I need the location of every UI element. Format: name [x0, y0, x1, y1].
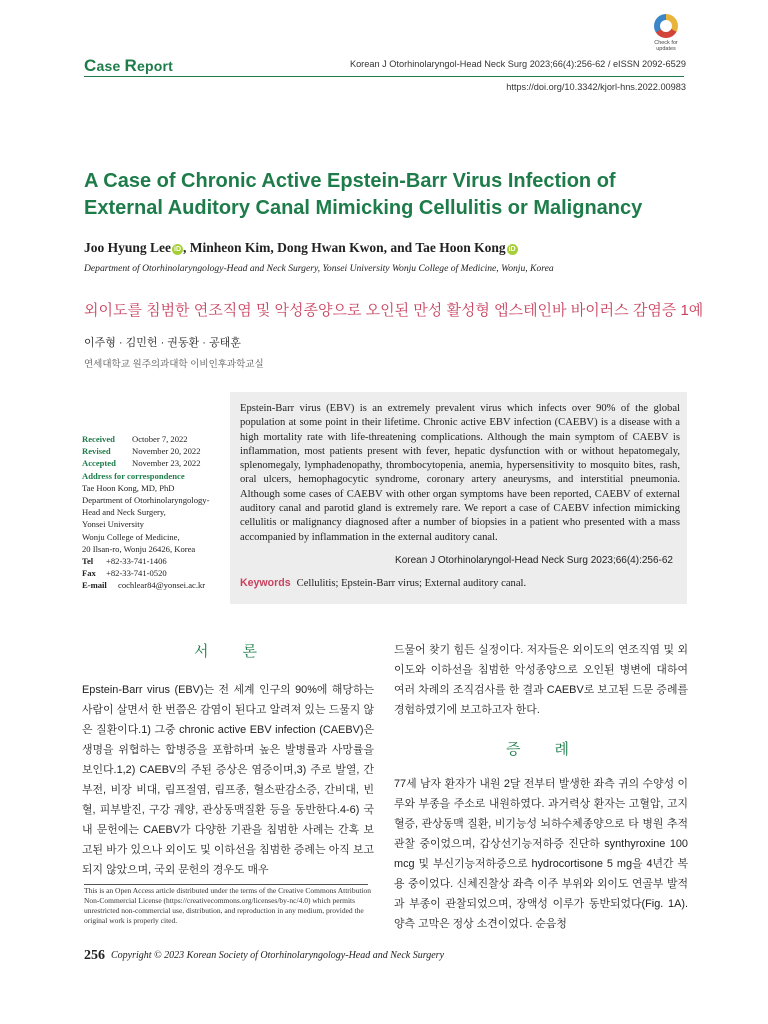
date-label: Received — [82, 434, 115, 444]
case-paragraph: 77세 남자 환자가 내원 2달 전부터 발생한 좌측 귀의 수양성 이루와 부종을 주소로 내원하였다. 과거력상 환자는 고혈압, 고지혈증, 관상동맥 질환, 비기능성 뇌하수체종양으로 타 병원 추적 관찰 중이었으며, 갑상선기능저하증 진단하 synthyroxine 100 mcg 및 부신기능저하증으로 hydrocortisone 5 mg을 4년간 복용 중이었다. 신체진찰상 좌측 이주 부위와 외이도 연골부 발적과 부종이 관찰되었으며, 장액성 이루가 동반되었다(Fig. 1A). 양측 고막은 정상 소견이었다. 순음청 — [394, 778, 688, 930]
page-footer — [84, 948, 444, 964]
date-accepted — [82, 457, 232, 469]
correspondence-line: Tae Hoon Kong, MD, PhD — [82, 482, 175, 493]
intro-paragraph: Epstein-Barr virus (EBV)는 전 세계 인구의 90%에 해당하는 사람이 살면서 한 번쯤은 감염이 된다고 알려져 있는 드물지 않은 질환이다.1) 그중 chronic active EBV infection (CAEBV)은 생명을 위협하는 합병증을 포함하며 높은 발병률과 사망률을 보인다.1,2) CAEBV의 주된 증상은 염증이며,3) 주로 발열, 간부전, 비장 비대, 림프절염, 림프종, 혈소판감소증, 간비대, 빈혈, 피부발진, 구강 궤양, 관상동맥질환 등을 동반한다.4-6) 국내 문헌에는 CAEBV가 다양한 기관을 침범한 사례는 간혹 보고된 바가 있으나 외이도 및 이하선을 침범한 증례는 아직 보고되지 않았으며, 국외 문헌의 경우도 매우 — [82, 684, 374, 876]
copyright: Copyright © 2023 Korean Society of Otorhinolaryngology-Head and Neck Surgery — [111, 950, 445, 961]
article-type-initial-1: C — [84, 56, 97, 75]
date-label: Accepted — [82, 458, 116, 469]
korean-affiliation: 연세대학교 원주의과대학 이비인후과학교실 — [84, 359, 264, 370]
abstract-text: Epstein-Barr virus (EBV) is an extremely prevalent virus which infects over 90% of the global population at some point in their lifetime. Chronic active EBV infection (CAEBV) is a disease with a high mortality rate with life-threatening complications. Although the main symptom of CAEBV is inflammation, most patients present with fever, hepatic dysfunction with or without hepatomegaly, splenomegaly, lymphadenopathy, thrombocytopenia, anemia, hypersensitivity to mosquito bites, rash, oral ulcers, hemophagocytic syndrome, coronary artery aneurysms, and interstitial pneumonia. Although some cases of CAEBV with other organ symptoms have been reported, CAEBV of external auditory canal and parotid gland is extremely rare. We report a case of CAEBV infection mimicking cellulitis or malignancy diagnosed after a number of biopsies in a patient who presented with a mass accompanied by inflammation in the external auditory canal. — [240, 403, 680, 543]
badge-line-2: updates — [656, 46, 676, 52]
article-type-initial-2: R — [124, 56, 138, 75]
abstract-citation: Korean J Otorhinolaryngol-Head Neck Surg 2023;66(4):256-62 — [395, 555, 673, 566]
journal-citation: Korean J Otorhinolaryngol-Head Neck Surg 2023;66(4):256-62 / eISSN 2092-6529 — [349, 59, 686, 69]
section-heading-case: 증례 — [506, 741, 603, 758]
tel-value: +82-33-741-1406 — [106, 556, 167, 567]
author-first: Joo Hyung Lee — [84, 240, 172, 255]
article-info-sidebar — [82, 433, 232, 592]
date-value: October 7, 2022 — [132, 434, 188, 444]
korean-authors: 이주형 · 김민헌 · 권동환 · 공태훈 — [84, 337, 241, 349]
date-label: Revised — [82, 446, 111, 457]
affiliation: Department of Otorhinolaryngology-Head and Neck Surgery, Yonsei University Wonju College of Medicine, Wonju, Korea — [84, 263, 554, 274]
article-type-label — [84, 56, 173, 76]
section-heading-intro: 서론 — [194, 643, 291, 660]
orcid-icon[interactable]: iD — [508, 246, 516, 253]
check-for-updates-icon — [654, 14, 678, 38]
fax-value: +82-33-741-0520 — [106, 568, 167, 579]
date-value: November 23, 2022 — [132, 458, 201, 469]
keywords — [240, 577, 526, 589]
contact-email — [82, 579, 232, 591]
correspondence-line: Department of Otorhinolaryngology- — [82, 495, 210, 506]
license-notice: This is an Open Access article distributed under the terms of the Creative Commons Attribution Non-Commercial License (https://creativecommons.org/licenses/by-nc/4.0) which permits unrestricted non-commercial use, distribution, and reproduction in any medium, provided the original work is properly cited. — [84, 886, 372, 925]
date-received — [82, 433, 232, 445]
page-number: 256 — [84, 948, 105, 963]
article-title: A Case of Chronic Active Epstein-Barr Virus Infection of External Auditory Canal Mimicking Cellulitis or Malignancy — [84, 170, 643, 219]
date-revised — [82, 445, 232, 457]
fax-label: Fax — [82, 568, 96, 579]
badge-line-1: Check for — [654, 40, 678, 46]
tel-label: Tel — [82, 556, 94, 567]
check-for-updates-badge[interactable] — [645, 14, 687, 60]
author-others: , Minheon Kim, Dong Hwan Kwon, and Tae Hoon Kong — [183, 240, 506, 255]
email-value[interactable]: cochlear84@yonsei.ac.kr — [118, 580, 206, 591]
orcid-icon[interactable]: iD — [174, 246, 182, 253]
article-type-rest-1: ase — [96, 58, 125, 74]
article-type-rest-2: eport — [137, 58, 174, 74]
contact-tel — [82, 555, 232, 567]
email-label: E-mail — [82, 580, 107, 591]
keywords-label: Keywords — [240, 577, 291, 589]
correspondence-line: 20 Ilsan-ro, Wonju 26426, Korea — [82, 543, 196, 554]
license-divider — [84, 884, 368, 885]
correspondence-line: Yonsei University — [82, 519, 144, 530]
check-for-updates-label — [645, 40, 687, 52]
intro-continuation: 드물어 찾기 힘든 실정이다. 저자들은 외이도의 연조직염 및 외이도와 이하선을 침범한 악성종양으로 오인된 병변에 대하여 여러 차례의 조직검사를 한 결과 CAEBV로 보고된 드문 증례를 경험하였기에 보고하고자 한다. — [394, 644, 688, 716]
date-value: November 20, 2022 — [132, 446, 201, 457]
korean-title: 외이도를 침범한 연조직염 및 악성종양으로 오인된 만성 활성형 엡스테인바 바이러스 감염증 1예 — [84, 302, 704, 319]
contact-fax — [82, 567, 232, 579]
correspondence-line: Wonju College of Medicine, — [82, 531, 180, 542]
correspondence-line: Head and Neck Surgery, — [82, 507, 166, 518]
header-divider — [84, 76, 684, 77]
correspondence-heading: Address for correspondence — [82, 470, 185, 481]
doi-link[interactable]: https://doi.org/10.3342/kjorl-hns.2022.00983 — [506, 82, 686, 92]
keywords-value: Cellulitis; Epstein-Barr virus; External auditory canal. — [296, 578, 527, 589]
author-list — [84, 240, 518, 256]
